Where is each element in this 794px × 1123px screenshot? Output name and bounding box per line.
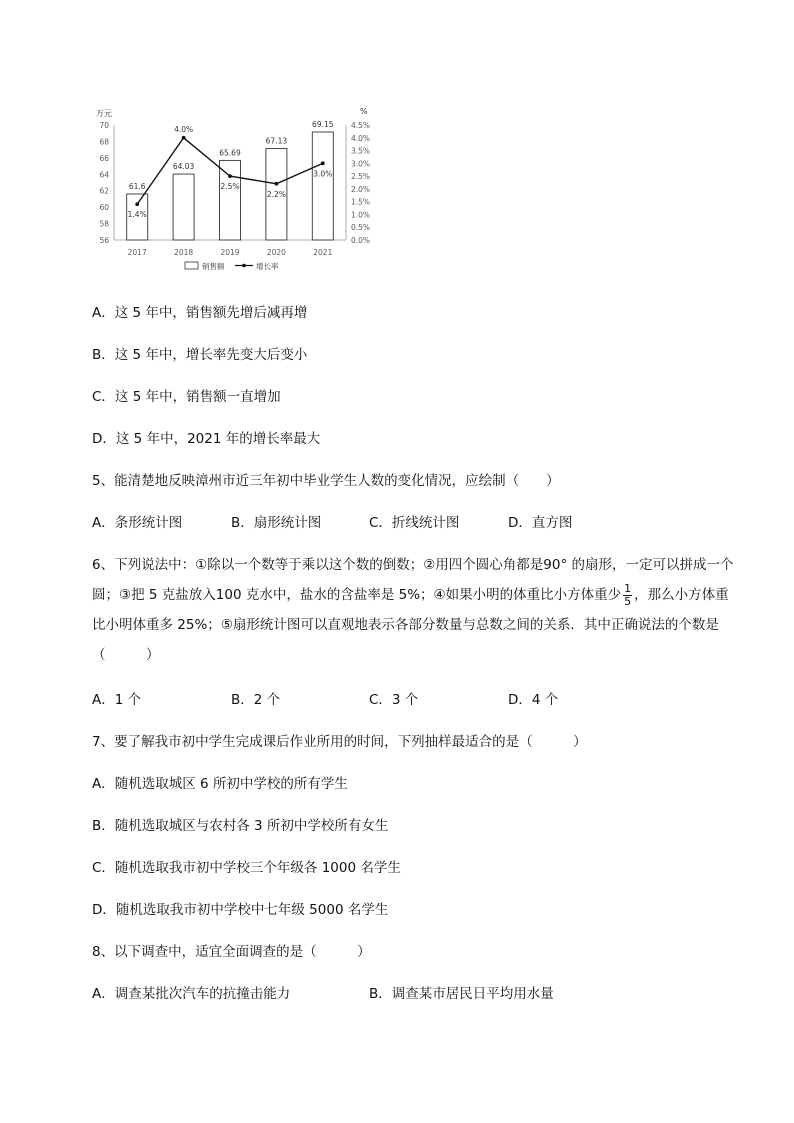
sales-bar-label: 64.03 bbox=[172, 162, 195, 172]
q4-option-c: C．这 5 年中，销售额一直增加 bbox=[92, 389, 281, 405]
left-tick-label: 62 bbox=[99, 186, 109, 196]
left-tick-label: 68 bbox=[99, 137, 109, 147]
q6-option-c: C．3 个 bbox=[369, 692, 419, 708]
q4-option-d: D．这 5 年中，2021 年的增长率最大 bbox=[92, 431, 321, 447]
right-tick-label: 2.5% bbox=[351, 172, 371, 182]
q6-stem bbox=[92, 550, 742, 670]
sales-bar bbox=[312, 132, 333, 240]
right-tick-label: 1.5% bbox=[351, 197, 371, 207]
q5-option-c: C．折线统计图 bbox=[369, 515, 460, 531]
right-tick-label: 2.0% bbox=[351, 184, 371, 194]
growth-rate-point bbox=[228, 174, 232, 178]
q8-option-a: A．调查某批次汽车的抗撞击能力 bbox=[92, 986, 291, 1002]
q4-option-b: B．这 5 年中，增长率先变大后变小 bbox=[92, 347, 308, 363]
legend-bar-swatch bbox=[185, 262, 198, 269]
growth-rate-point bbox=[275, 182, 279, 186]
q5-option-b: B．扇形统计图 bbox=[231, 515, 322, 531]
left-tick-label: 66 bbox=[99, 153, 109, 163]
growth-rate-point bbox=[182, 136, 186, 140]
q6-option-d: D．4 个 bbox=[508, 692, 559, 708]
right-tick-label: 4.0% bbox=[351, 133, 371, 143]
q4-option-a: A．这 5 年中，销售额先增后减再增 bbox=[92, 305, 308, 321]
q8-options bbox=[92, 983, 742, 1005]
q7-option-b: B．随机选取城区与农村各 3 所初中学校所有女生 bbox=[92, 818, 389, 834]
sales-bar-label: 65.69 bbox=[219, 148, 241, 158]
q6-text-part2: ，那么小方体重比小明体重多 25%；⑤扇形统计图可以直观地表示各部分数量与总数之间的关系．其中正确说法的个数是（ ） bbox=[92, 587, 729, 663]
right-tick-label: 3.5% bbox=[351, 146, 371, 156]
left-tick-label: 60 bbox=[99, 203, 109, 213]
q7-option-a: A．随机选取城区 6 所初中学校的所有学生 bbox=[92, 776, 348, 792]
x-tick-label: 2020 bbox=[266, 248, 286, 257]
right-tick-label: 0.0% bbox=[351, 236, 371, 245]
q6-option-b: B．2 个 bbox=[231, 692, 281, 708]
sales-growth-chart bbox=[88, 100, 388, 280]
x-tick-label: 2018 bbox=[174, 248, 194, 257]
q6-text-part1: 6、下列说法中：①除以一个数等于乘以这个数的倒数；②用四个圆心角都是90° 的扇形，一定可以拼成一个圆；③把 5 克盐放入100 克水中，盐水的含盐率是 5%；④如果小明的体重比小方体重少 bbox=[92, 557, 734, 603]
q5-stem: 5、能清楚地反映漳州市近三年初中毕业学生人数的变化情况，应绘制（ ） bbox=[92, 473, 560, 489]
growth-rate-label: 2.2% bbox=[266, 189, 286, 199]
q5-option-d: D．直方图 bbox=[508, 515, 573, 531]
sales-bar-label: 69.15 bbox=[312, 119, 334, 129]
x-tick-label: 2021 bbox=[313, 248, 333, 257]
right-tick-label: 3.0% bbox=[351, 159, 371, 169]
x-tick-label: 2017 bbox=[127, 248, 147, 257]
legend-sales-label: 销售额 bbox=[202, 262, 225, 271]
fraction-numerator: 1 bbox=[624, 581, 632, 595]
q7-option-c: C．随机选取我市初中学校三个年级各 1000 名学生 bbox=[92, 860, 401, 876]
sales-bar-label: 61.6 bbox=[128, 182, 146, 191]
fraction-one-fifth bbox=[623, 583, 632, 608]
left-tick-label: 56 bbox=[99, 236, 109, 245]
q8-option-b: B．调查某市居民日平均用水量 bbox=[369, 986, 554, 1002]
legend-growth-label: 增长率 bbox=[256, 262, 279, 271]
right-tick-label: 1.0% bbox=[351, 210, 371, 220]
right-axis-unit: % bbox=[360, 107, 368, 116]
growth-rate-label: 1.4% bbox=[127, 210, 147, 220]
left-axis-unit: 万元 bbox=[96, 109, 112, 118]
fraction-denominator: 5 bbox=[624, 594, 632, 608]
legend-line-marker bbox=[242, 264, 246, 268]
q6-option-a: A．1 个 bbox=[92, 692, 142, 708]
sales-bar-label: 67.13 bbox=[265, 136, 288, 146]
growth-rate-point bbox=[321, 161, 325, 165]
q5-options bbox=[92, 512, 742, 534]
q7-stem: 7、要了解我市初中学生完成课后作业所用的时间，下列抽样最适合的是（ ） bbox=[92, 734, 587, 750]
q7-option-d: D．随机选取我市初中学校中七年级 5000 名学生 bbox=[92, 902, 389, 918]
q8-stem: 8、以下调查中，适宜全面调查的是（ ） bbox=[92, 944, 371, 960]
left-tick-label: 58 bbox=[99, 219, 109, 229]
growth-rate-label: 3.0% bbox=[313, 169, 333, 179]
x-tick-label: 2019 bbox=[220, 248, 240, 257]
right-tick-label: 0.5% bbox=[351, 223, 371, 233]
q5-option-a: A．条形统计图 bbox=[92, 515, 183, 531]
left-tick-label: 70 bbox=[99, 121, 109, 130]
right-tick-label: 4.5% bbox=[351, 121, 371, 130]
left-tick-label: 64 bbox=[99, 170, 109, 180]
growth-rate-point bbox=[135, 202, 139, 206]
growth-rate-label: 2.5% bbox=[220, 182, 240, 192]
sales-bar bbox=[173, 174, 194, 240]
q6-options bbox=[92, 689, 742, 711]
sales-bar bbox=[220, 160, 241, 240]
chart-svg bbox=[88, 100, 388, 280]
growth-rate-label: 4.0% bbox=[174, 124, 194, 134]
